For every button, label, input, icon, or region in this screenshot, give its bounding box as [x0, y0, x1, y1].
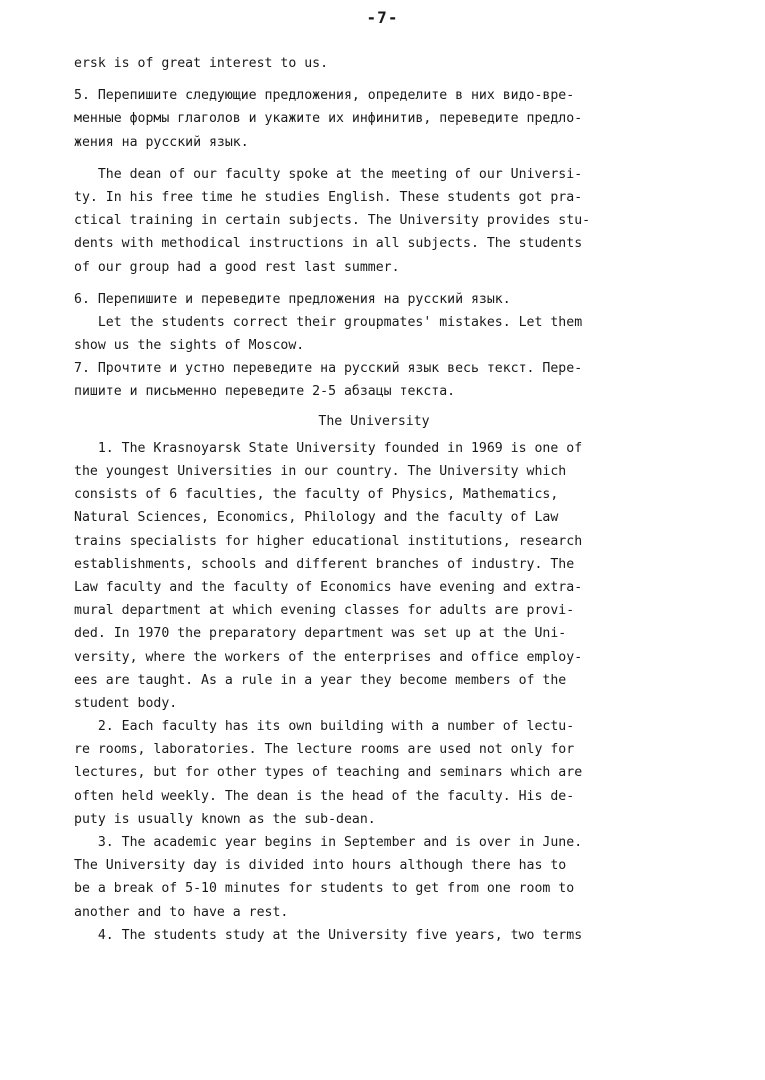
text-line: puty is usually known as the sub-dean.: [74, 811, 376, 827]
text-line: show us the sights of Moscow.: [74, 338, 305, 354]
text-line: Law faculty and the faculty of Economics have evening and extra-: [74, 579, 583, 595]
paragraph-gap: [74, 154, 674, 163]
text-line: 1. The Krasnoyarsk State University founded in 1969 is one of: [74, 440, 583, 456]
text-line: ded. In 1970 the preparatory department was set up at the Uni-: [74, 626, 567, 642]
text-line: Natural Sciences, Economics, Philology and the faculty of Law: [74, 510, 559, 526]
text-line: mural department at which evening classes for adults are provi-: [74, 603, 575, 619]
text-line: 6. Перепишите и переведите предложения на русский язык.: [74, 291, 511, 307]
text-line: ctical training in certain subjects. The University provides stu-: [74, 213, 591, 229]
text-line: re rooms, laboratories. The lecture rooms are used not only for: [74, 742, 575, 758]
text-line: 2. Each faculty has its own building with a number of lectu-: [74, 719, 575, 735]
page-number: -7-: [366, 8, 399, 27]
paragraph-gap: [74, 279, 674, 288]
text-line: The University day is divided into hours although there has to: [74, 858, 567, 874]
text-line: Let the students correct their groupmates' mistakes. Let them: [74, 314, 583, 330]
text-line: often held weekly. The dean is the head of the faculty. His de-: [74, 788, 575, 804]
text-line: the youngest Universities in our country. The University which: [74, 464, 567, 479]
text-line: establishments, schools and different branches of industry. The: [74, 556, 575, 572]
text-line: lectures, but for other types of teaching and seminars which are: [74, 765, 583, 781]
text-line: trains specialists for higher educational institutions, research: [74, 533, 583, 549]
section-heading: The University: [318, 413, 430, 429]
text-line: ersk is of great interest to us.: [74, 56, 329, 71]
text-line: be a break of 5-10 minutes for students to get from one room to: [74, 881, 575, 897]
text-line: 4. The students study at the University five years, two terms: [74, 927, 583, 943]
text-line: ty. In his free time he studies English. These students got pra-: [74, 189, 583, 205]
text-line: dents with methodical instructions in all subjects. The students: [74, 236, 583, 252]
text-line: 5. Перепишите следующие предложения, определите в них видо-вре-: [74, 88, 575, 104]
text-line: жения на русский язык.: [74, 134, 249, 150]
text-line: ees are taught. As a rule in a year they become members of the: [74, 672, 567, 688]
text-line: The dean of our faculty spoke at the meeting of our Universi-: [74, 166, 583, 182]
paragraph-gap: [74, 75, 674, 84]
text-line: versity, where the workers of the enterprises and office employ-: [74, 649, 583, 665]
text-line: consists of 6 faculties, the faculty of Physics, Mathematics,: [74, 487, 559, 503]
text-line: of our group had a good rest last summer.: [74, 259, 400, 275]
text-line: student body.: [74, 695, 178, 711]
text-line: менные формы глаголов и укажите их инфинитив, переведите предло-: [74, 111, 583, 127]
text-line: another and to have a rest.: [74, 904, 289, 920]
text-line: 3. The academic year begins in September and is over in June.: [74, 835, 583, 850]
document-body: [74, 52, 674, 947]
text-line: 7. Прочтите и устно переведите на русский язык весь текст. Пере-: [74, 361, 583, 377]
text-line: пишите и письменно переведите 2-5 абзацы текста.: [74, 384, 456, 400]
